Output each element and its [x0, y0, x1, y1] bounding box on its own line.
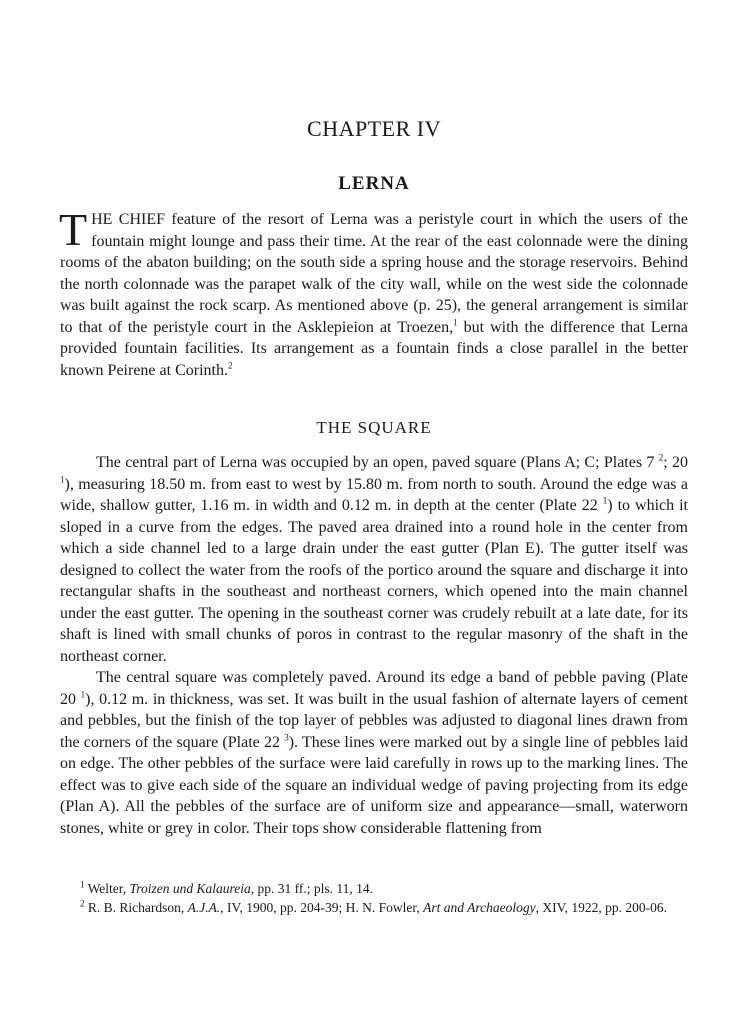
body-paragraph-2: [60, 667, 688, 839]
section-title: THE SQUARE: [316, 418, 432, 437]
p2-text-2: ), 0.12 m. in thickness, was set. It was built in the usual fashion of alternate layers of cement and pebbles, but the finish of the top layer of pebbles was adjusted to diagonal lines drawn from the corners of the square (Plate 22: [60, 690, 689, 751]
intro-text-part-2: but with the difference that Lerna provided fountain facilities. Its arrangement as a fountain finds a close parallel in the better known Peirene at Corinth.: [60, 318, 689, 379]
footnote-title: Art and Archaeology: [423, 899, 536, 915]
footnote-ref-1: 1: [453, 317, 458, 328]
intro-paragraph: [59, 204, 689, 381]
footnote-rest: , XIV, 1922, pp. 200-06.: [535, 899, 667, 915]
footnote-mid: , IV, 1900, pp. 204-39; H. N. Fowler,: [220, 899, 424, 915]
chapter-subtitle: LERNA: [338, 173, 410, 194]
drop-cap: T: [59, 204, 88, 255]
footnote-title: Troizen und Kalaureia: [129, 881, 251, 896]
plate-ref: 2: [658, 452, 664, 463]
plate-ref: 1: [80, 689, 86, 700]
footnote-1: [60, 880, 688, 899]
p1-text-4: ) to which it sloped in a curve from the edges. The paved area drained into a round hole in the center from which a side channel led to a large drain under the east gutter (Plan E). The gutter itself was designed to collect the water from the roofs of the portico around the square and discharge it into rectangular shafts in the southeast and northeast corners, which opened into the main channel under the east gutter. The opening in the southeast corner was crudely rebuilt at a late date, for its shaft is lined with small chunks of poros in contrast to the regular masonry of the shaft in the northeast corner.: [60, 497, 689, 665]
intro-text-part-1: HE CHIEF feature of the resort of Lerna was a peristyle court in which the users of the fountain might lounge and pass their time. At the rear of the east colonnade were the dining rooms of the abaton building; on the south side a spring house and the storage reservoirs. Behind the north colonnade was the parapet walk of the city wall, while on the west side the colonnade was built against the rock scarp. As mentioned above (p. 25), the general arrangement is similar to that of the peristyle court in the Asklepieion at Troezen,: [60, 211, 688, 336]
footnote-ref-2: 2: [227, 360, 233, 371]
chapter-title: CHAPTER IV: [307, 116, 441, 141]
footnote-rest: , pp. 31 ff.; pls. 11, 14.: [250, 881, 374, 896]
p1-text-2: ; 20: [663, 454, 689, 471]
footnote-2: [60, 899, 688, 918]
body-paragraph-1: [60, 452, 688, 667]
p1-text-1: The central part of Lerna was occupied by an open, paved square (Plans A; C; Plates 7: [96, 454, 659, 471]
p2-text-3: ). These lines were marked out by a single line of pebbles laid on edge. The other pebbles of the surface were laid carefully in rows up to the marking lines. The effect was to give each side of the square an individual wedge of paving projecting from its edge (Plan A). All the pebbles of the surface are of uniform size and appearance—small, waterworn stones, white or grey in color. Their tops show considerable flattening from: [60, 733, 688, 837]
plate-ref: 1: [60, 474, 65, 485]
p1-text-3: ), measuring 18.50 m. from east to west by 15.80 m. from north to south. Around the edge was a wide, shallow gutter, 1.16 m. in width and 0.12 m. in depth at the center (Plate 22: [60, 475, 688, 514]
footnote-journal: A.J.A.: [187, 899, 221, 915]
section-body: [60, 452, 688, 839]
footnotes: [60, 880, 688, 917]
plate-ref: 3: [284, 732, 289, 743]
footnote-author: R. B. Richardson,: [87, 899, 188, 915]
p2-text-1: The central square was completely paved. Around its edge a band of pebble paving (Plate 20: [60, 669, 688, 708]
footnote-marker: 2: [80, 898, 85, 908]
footnote-marker: 1: [80, 879, 85, 890]
footnote-author: Welter,: [87, 881, 130, 896]
plate-ref: 1: [602, 495, 608, 506]
